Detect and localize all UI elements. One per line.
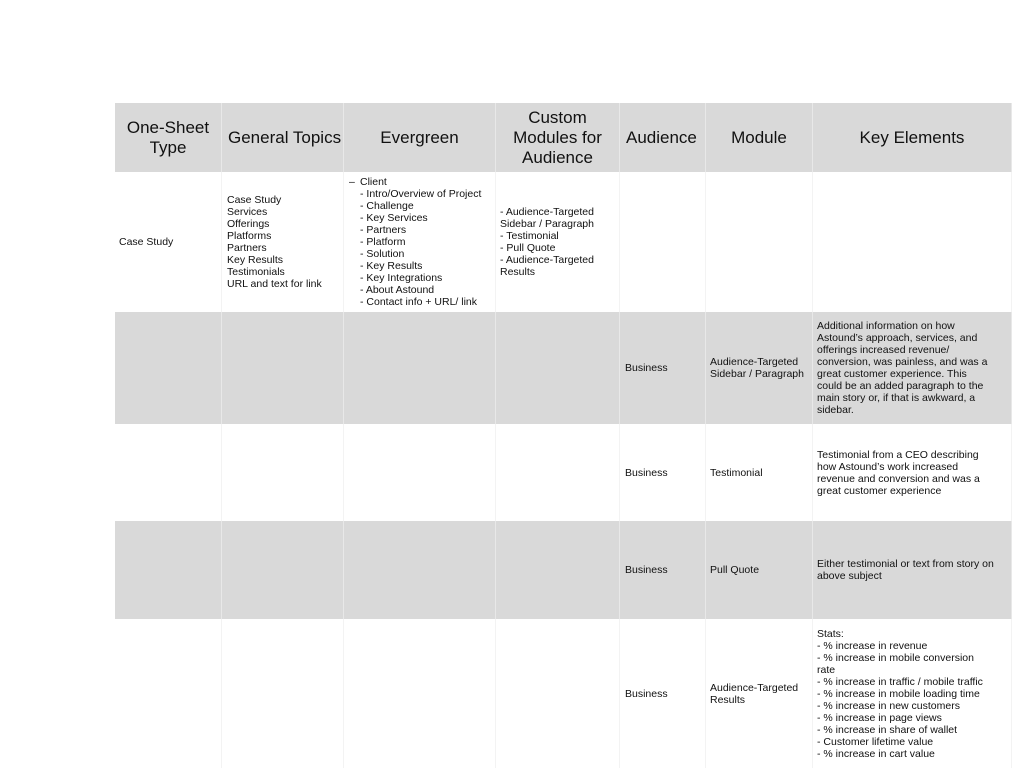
- cell-general-topics: [222, 424, 344, 521]
- list-item: - Intro/Overview of Project: [360, 188, 482, 200]
- header-key-elements: Key Elements: [813, 103, 1012, 172]
- cell-custom-modules: [496, 424, 620, 521]
- cell-custom-modules: - Audience-Targeted Sidebar / Paragraph - Testimonial - Pull Quote - Audience-Targeted Results: [496, 172, 620, 312]
- one-sheet-table: [115, 103, 1012, 768]
- cell-audience: Business: [620, 619, 706, 768]
- cell-evergreen: [344, 521, 496, 619]
- list-item: - Solution: [360, 248, 405, 260]
- cell-module: [706, 172, 813, 312]
- list-item: - Platform: [360, 236, 406, 248]
- header-one-sheet-type: One-Sheet Type: [115, 103, 222, 172]
- list-item: - Key Services: [360, 212, 428, 224]
- cell-module: Audience-Targeted Sidebar / Paragraph: [706, 312, 813, 424]
- cell-general-topics: [222, 312, 344, 424]
- cell-module: Pull Quote: [706, 521, 813, 619]
- list-item: - Challenge: [360, 200, 414, 212]
- cell-evergreen: [344, 424, 496, 521]
- cell-custom-modules: [496, 521, 620, 619]
- cell-one-sheet-type: Case Study: [115, 172, 222, 312]
- cell-general-topics: [222, 521, 344, 619]
- cell-key-elements: Additional information on how Astound’s approach, services, and offerings increased revenue/ conversion, was painless, and was a great customer experience. This could be an added paragraph to the main story or, if that is awkward, a sidebar.: [813, 312, 1012, 424]
- cell-key-elements: Testimonial from a CEO describing how Astound’s work increased revenue and conversion and was a great customer experience: [813, 424, 1012, 521]
- table-row: [115, 312, 1012, 424]
- cell-evergreen: [344, 619, 496, 768]
- cell-module: Audience-Targeted Results: [706, 619, 813, 768]
- cell-audience: Business: [620, 521, 706, 619]
- cell-general-topics: [222, 619, 344, 768]
- header-custom-modules: Custom Modules for Audience: [496, 103, 620, 172]
- cell-one-sheet-type: [115, 619, 222, 768]
- cell-audience: Business: [620, 424, 706, 521]
- list-item: - Key Results: [360, 260, 423, 272]
- cell-key-elements: [813, 172, 1012, 312]
- list-item: – Client: [349, 176, 481, 188]
- header-audience: Audience: [620, 103, 706, 172]
- table-row: [115, 424, 1012, 521]
- cell-one-sheet-type: [115, 312, 222, 424]
- cell-evergreen: [344, 312, 496, 424]
- list-item: - About Astound: [360, 284, 435, 296]
- list-item: - Key Integrations: [360, 272, 443, 284]
- table-row: [115, 521, 1012, 619]
- cell-one-sheet-type: [115, 424, 222, 521]
- table-row: [115, 172, 1012, 312]
- cell-audience: [620, 172, 706, 312]
- cell-key-elements: Stats: - % increase in revenue - % increase in mobile conversion rate - % increase in traffic / mobile traffic - % increase in mobile loading time - % increase in new customers - % increase in page views - % increase in share of wallet - Customer lifetime value - % increase in cart value: [813, 619, 1012, 768]
- cell-custom-modules: [496, 619, 620, 768]
- table-header-row: [115, 103, 1012, 172]
- cell-custom-modules: [496, 312, 620, 424]
- cell-evergreen: [344, 172, 496, 312]
- cell-key-elements: Either testimonial or text from story on above subject: [813, 521, 1012, 619]
- table-row: [115, 619, 1012, 768]
- header-evergreen: Evergreen: [344, 103, 496, 172]
- cell-one-sheet-type: [115, 521, 222, 619]
- cell-general-topics: Case Study Services Offerings Platforms Partners Key Results Testimonials URL and text for link: [222, 172, 344, 312]
- evergreen-list: [349, 176, 481, 308]
- list-item: - Partners: [360, 224, 407, 236]
- list-item: - Contact info + URL/ link: [360, 296, 478, 308]
- cell-module: Testimonial: [706, 424, 813, 521]
- header-module: Module: [706, 103, 813, 172]
- header-general-topics: General Topics: [222, 103, 344, 172]
- cell-audience: Business: [620, 312, 706, 424]
